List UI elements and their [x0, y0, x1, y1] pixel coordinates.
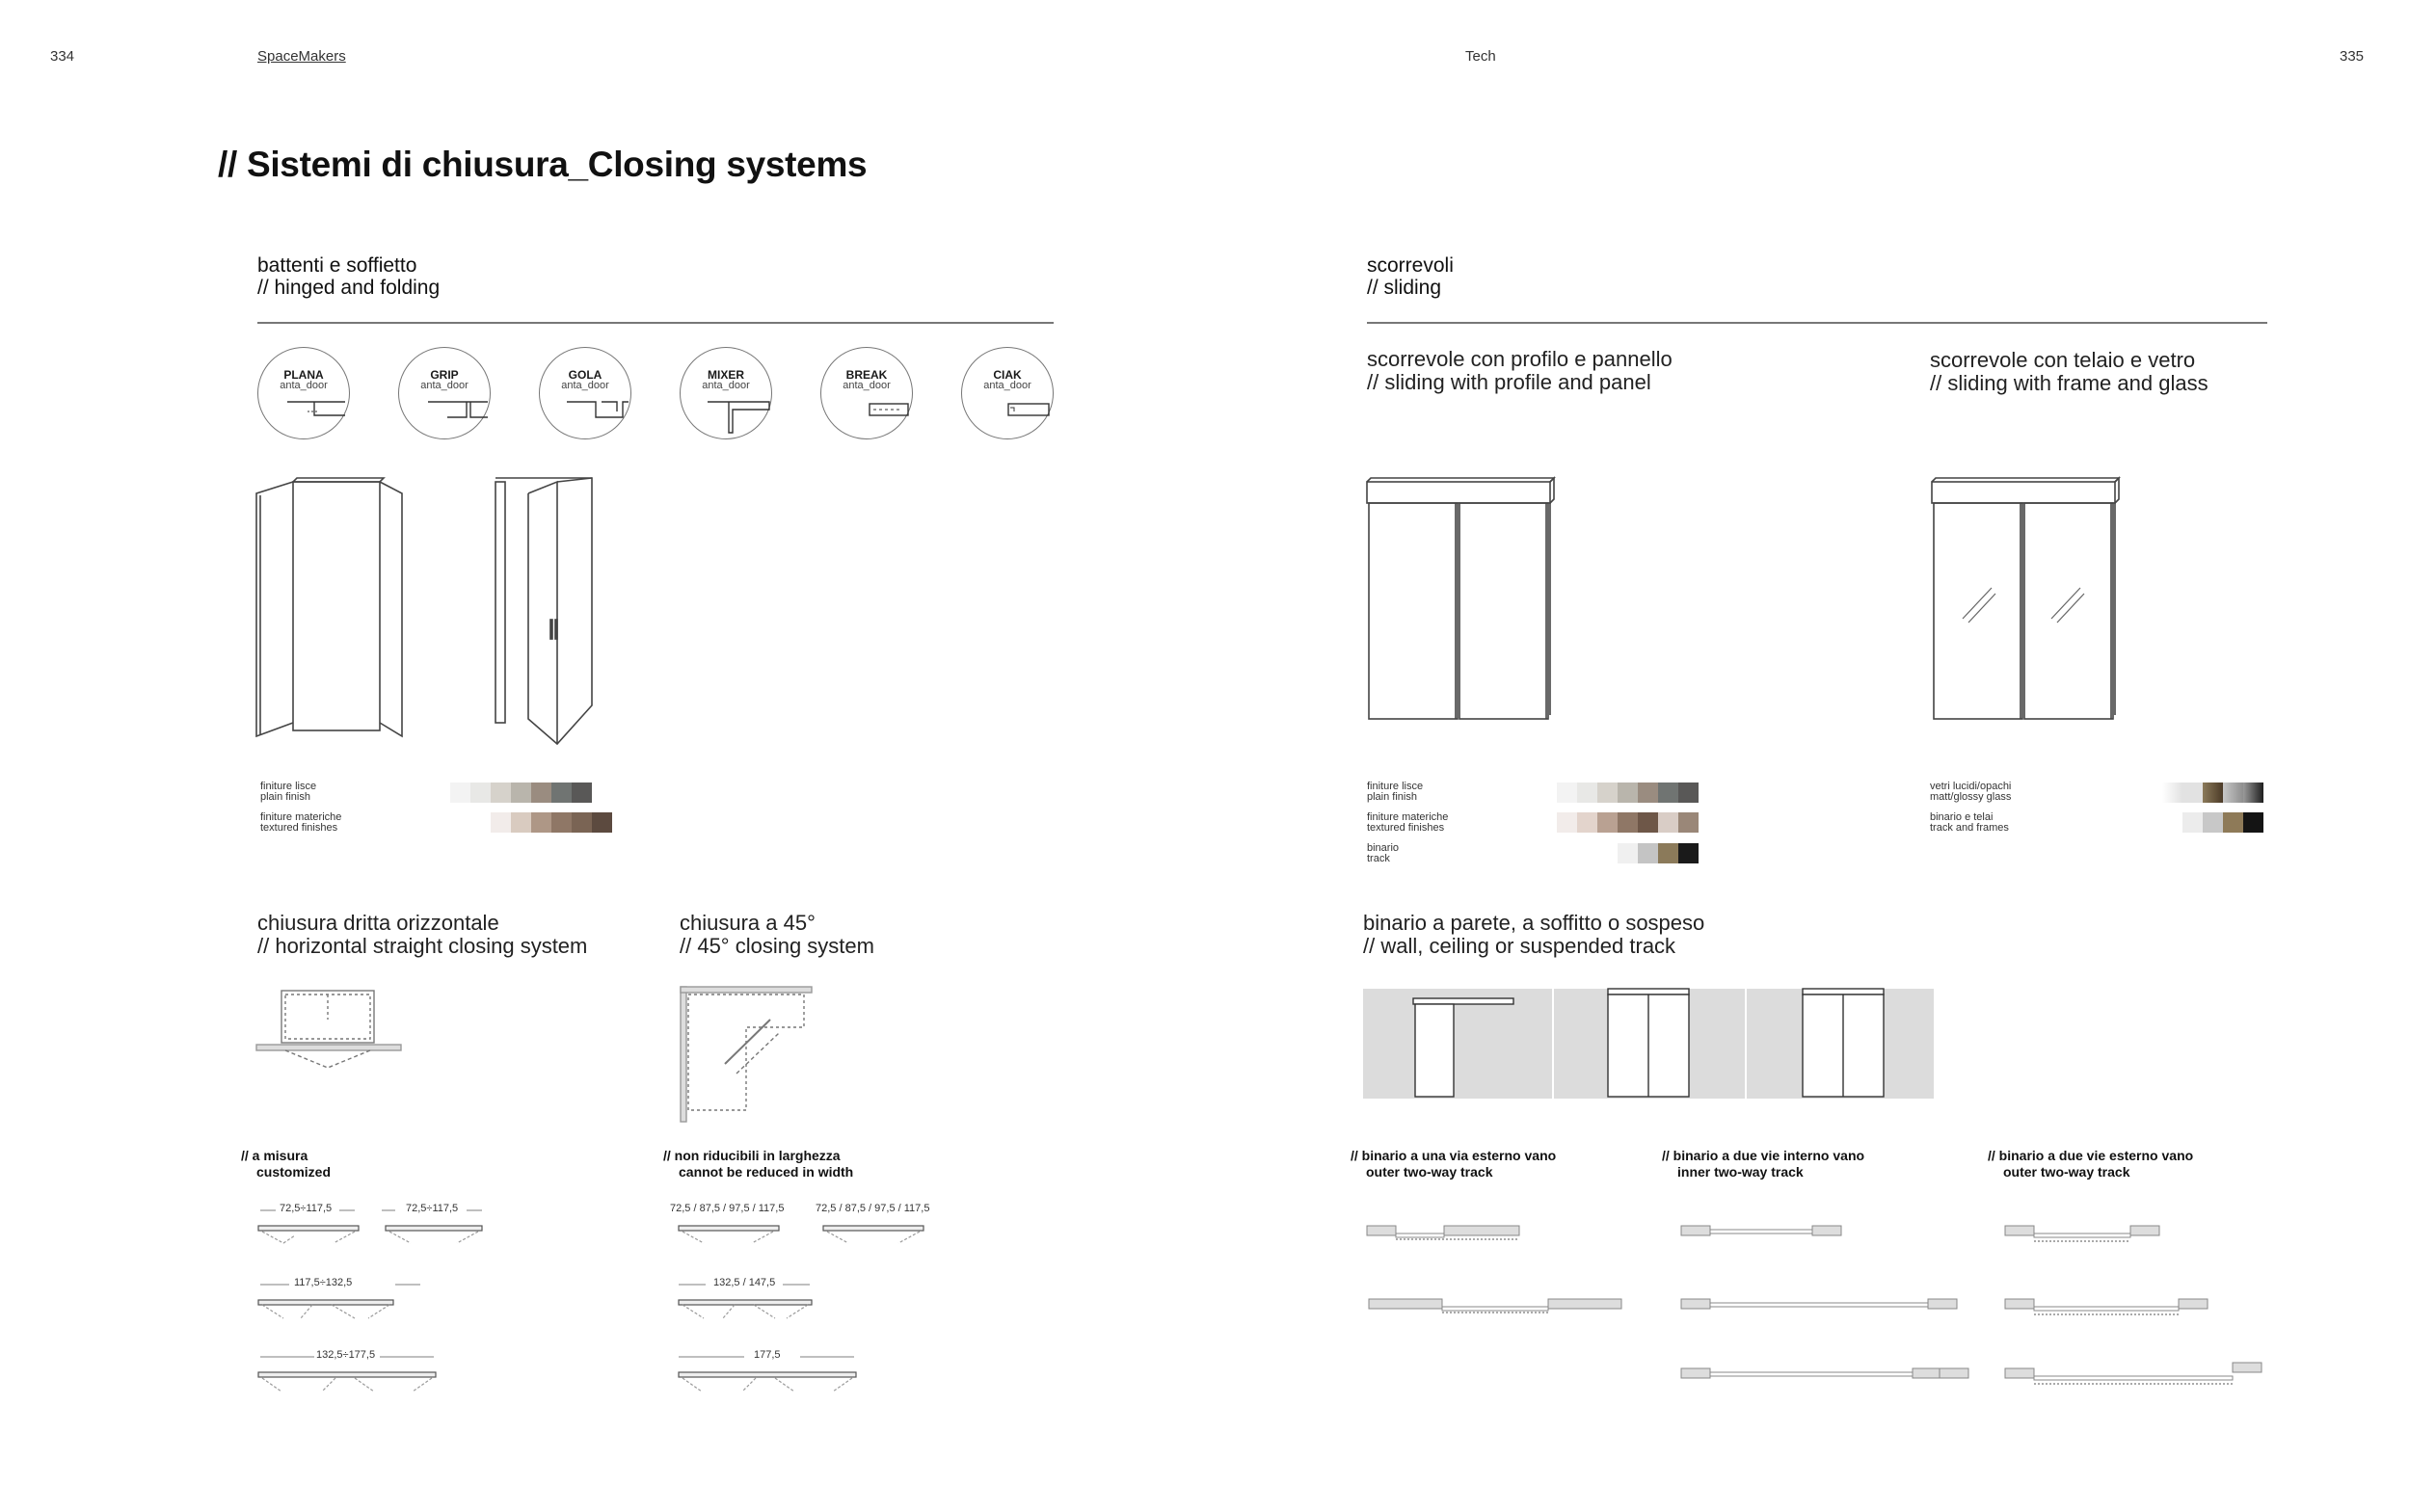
swatch[interactable]: [1618, 783, 1638, 803]
handle-grip[interactable]: GRIP anta_door: [398, 347, 491, 439]
sliding-plain-finish-label: finiture lisce plain finish: [1367, 781, 1424, 803]
hinged-plain-finish-label: finiture lisce plain finish: [260, 781, 317, 803]
track-mounting-drawings: [1363, 989, 1941, 1104]
fixed-width-plans: [677, 1205, 947, 1397]
plana-profile-icon: [258, 348, 351, 440]
swatch[interactable]: [1658, 812, 1678, 833]
hinged-textured-swatches: [491, 812, 612, 833]
angle-closing-title: chiusura a 45° // 45° closing system: [680, 911, 874, 958]
track-title: binario a parete, a soffitto o sospeso // wall, ceiling or suspended track: [1363, 911, 1705, 958]
swatch[interactable]: [1658, 783, 1678, 803]
handle-ciak[interactable]: CIAK anta_door: [961, 347, 1054, 439]
glass-swatches: [2162, 783, 2263, 803]
swatch[interactable]: [572, 812, 592, 833]
swatch[interactable]: [1678, 812, 1699, 833]
swatch[interactable]: [2203, 812, 2223, 833]
sliding-textured-finish-label: finiture materiche textured finishes: [1367, 811, 1449, 834]
swatch[interactable]: [2182, 783, 2203, 803]
swatch[interactable]: [1618, 843, 1638, 863]
sliding-textured-swatches: [1557, 812, 1699, 833]
swatch[interactable]: [2243, 783, 2263, 803]
swatch[interactable]: [531, 783, 551, 803]
customized-caption: // a misura customized: [241, 1148, 332, 1180]
sliding-panel-wardrobe: [1365, 474, 1558, 734]
handle-mixer[interactable]: MIXER anta_door: [680, 347, 772, 439]
brand-link[interactable]: SpaceMakers: [257, 48, 346, 65]
hinged-divider: [257, 322, 1054, 324]
swatch[interactable]: [1557, 783, 1577, 803]
sliding-title: scorrevoli // sliding: [1367, 254, 1454, 299]
swatch[interactable]: [1638, 783, 1658, 803]
swatch[interactable]: [2223, 783, 2243, 803]
swatch[interactable]: [1638, 812, 1658, 833]
swatch[interactable]: [572, 783, 592, 803]
handle-plana[interactable]: PLANA anta_door: [257, 347, 350, 439]
handle-gola[interactable]: GOLA anta_door: [539, 347, 631, 439]
track-plan-drawings: [1365, 1220, 2271, 1393]
sliding-track-swatches: [1618, 843, 1699, 863]
swatch[interactable]: [1678, 843, 1699, 863]
swatch[interactable]: [491, 783, 511, 803]
page-number-left: 334: [50, 48, 75, 65]
two-way-inner-track-caption: // binario a due vie interno vano inner two-way track: [1662, 1148, 1865, 1180]
swatch[interactable]: [551, 783, 572, 803]
swatch[interactable]: [531, 812, 551, 833]
dimension-label: 72,5÷117,5: [406, 1203, 459, 1214]
swatch[interactable]: [592, 812, 612, 833]
dimension-label: 132,5 / 147,5: [713, 1277, 776, 1288]
swatch[interactable]: [470, 783, 491, 803]
swatch[interactable]: [1638, 843, 1658, 863]
sliding-divider: [1367, 322, 2267, 324]
swatch[interactable]: [2203, 783, 2223, 803]
swatch[interactable]: [1618, 812, 1638, 833]
swatch[interactable]: [2162, 783, 2182, 803]
dimension-label: 72,5 / 87,5 / 97,5 / 117,5: [670, 1203, 785, 1214]
swatch[interactable]: [1658, 843, 1678, 863]
sliding-glass-wardrobe: [1928, 474, 2121, 734]
dimension-label: 72,5 / 87,5 / 97,5 / 117,5: [816, 1203, 930, 1214]
sliding-profile-title: scorrevole con profilo e pannello // sliding with profile and panel: [1367, 347, 1673, 394]
gola-profile-icon: [540, 348, 632, 440]
ciak-profile-icon: [962, 348, 1055, 440]
glass-finish-label: vetri lucidi/opachi matt/glossy glass: [1930, 781, 2012, 803]
hinged-wardrobe-drawing: [254, 474, 447, 744]
dimension-label: 177,5: [754, 1349, 781, 1361]
dimension-label: 132,5÷177,5: [316, 1349, 376, 1361]
sliding-plain-swatches: [1557, 783, 1699, 803]
handle-break[interactable]: BREAK anta_door: [820, 347, 913, 439]
sliding-frame-title: scorrevole con telaio e vetro // sliding with frame and glass: [1930, 348, 2208, 395]
track-frames-swatches: [2182, 812, 2263, 833]
section-label: Tech: [1465, 48, 1496, 65]
swatch[interactable]: [450, 783, 470, 803]
horizontal-closing-plan: [254, 985, 409, 1091]
swatch[interactable]: [2243, 812, 2263, 833]
swatch[interactable]: [1557, 812, 1577, 833]
swatch[interactable]: [1577, 812, 1597, 833]
swatch[interactable]: [511, 783, 531, 803]
customized-plans: [254, 1205, 524, 1397]
track-frames-label: binario e telai track and frames: [1930, 811, 2009, 834]
folding-wardrobe-drawing: [492, 474, 607, 744]
break-profile-icon: [821, 348, 914, 440]
swatch[interactable]: [1577, 783, 1597, 803]
one-way-track-caption: // binario a una via esterno vano outer two-way track: [1351, 1148, 1557, 1180]
hinged-title: battenti e soffietto // hinged and folding: [257, 254, 441, 299]
fixed-width-caption: // non riducibili in larghezza cannot be reduced in width: [663, 1148, 854, 1180]
dimension-label: 72,5÷117,5: [280, 1203, 333, 1214]
swatch[interactable]: [1678, 783, 1699, 803]
swatch[interactable]: [511, 812, 531, 833]
page-number-right: 335: [2340, 48, 2365, 65]
swatch[interactable]: [2223, 812, 2243, 833]
page-title: // Sistemi di chiusura_Closing systems: [218, 145, 868, 184]
hinged-textured-finish-label: finiture materiche textured finishes: [260, 811, 342, 834]
swatch[interactable]: [1597, 783, 1618, 803]
grip-profile-icon: [399, 348, 492, 440]
angle-closing-plan: [679, 985, 833, 1129]
horizontal-closing-title: chiusura dritta orizzontale // horizontal straight closing system: [257, 911, 588, 958]
dimension-label: 117,5÷132,5: [294, 1277, 353, 1288]
two-way-outer-track-caption: // binario a due vie esterno vano outer two-way track: [1988, 1148, 2194, 1180]
sliding-track-label: binario track: [1367, 842, 1400, 864]
swatch[interactable]: [2182, 812, 2203, 833]
swatch[interactable]: [1597, 812, 1618, 833]
swatch[interactable]: [491, 812, 511, 833]
hinged-plain-swatches: [450, 783, 592, 803]
mixer-profile-icon: [681, 348, 773, 440]
swatch[interactable]: [551, 812, 572, 833]
